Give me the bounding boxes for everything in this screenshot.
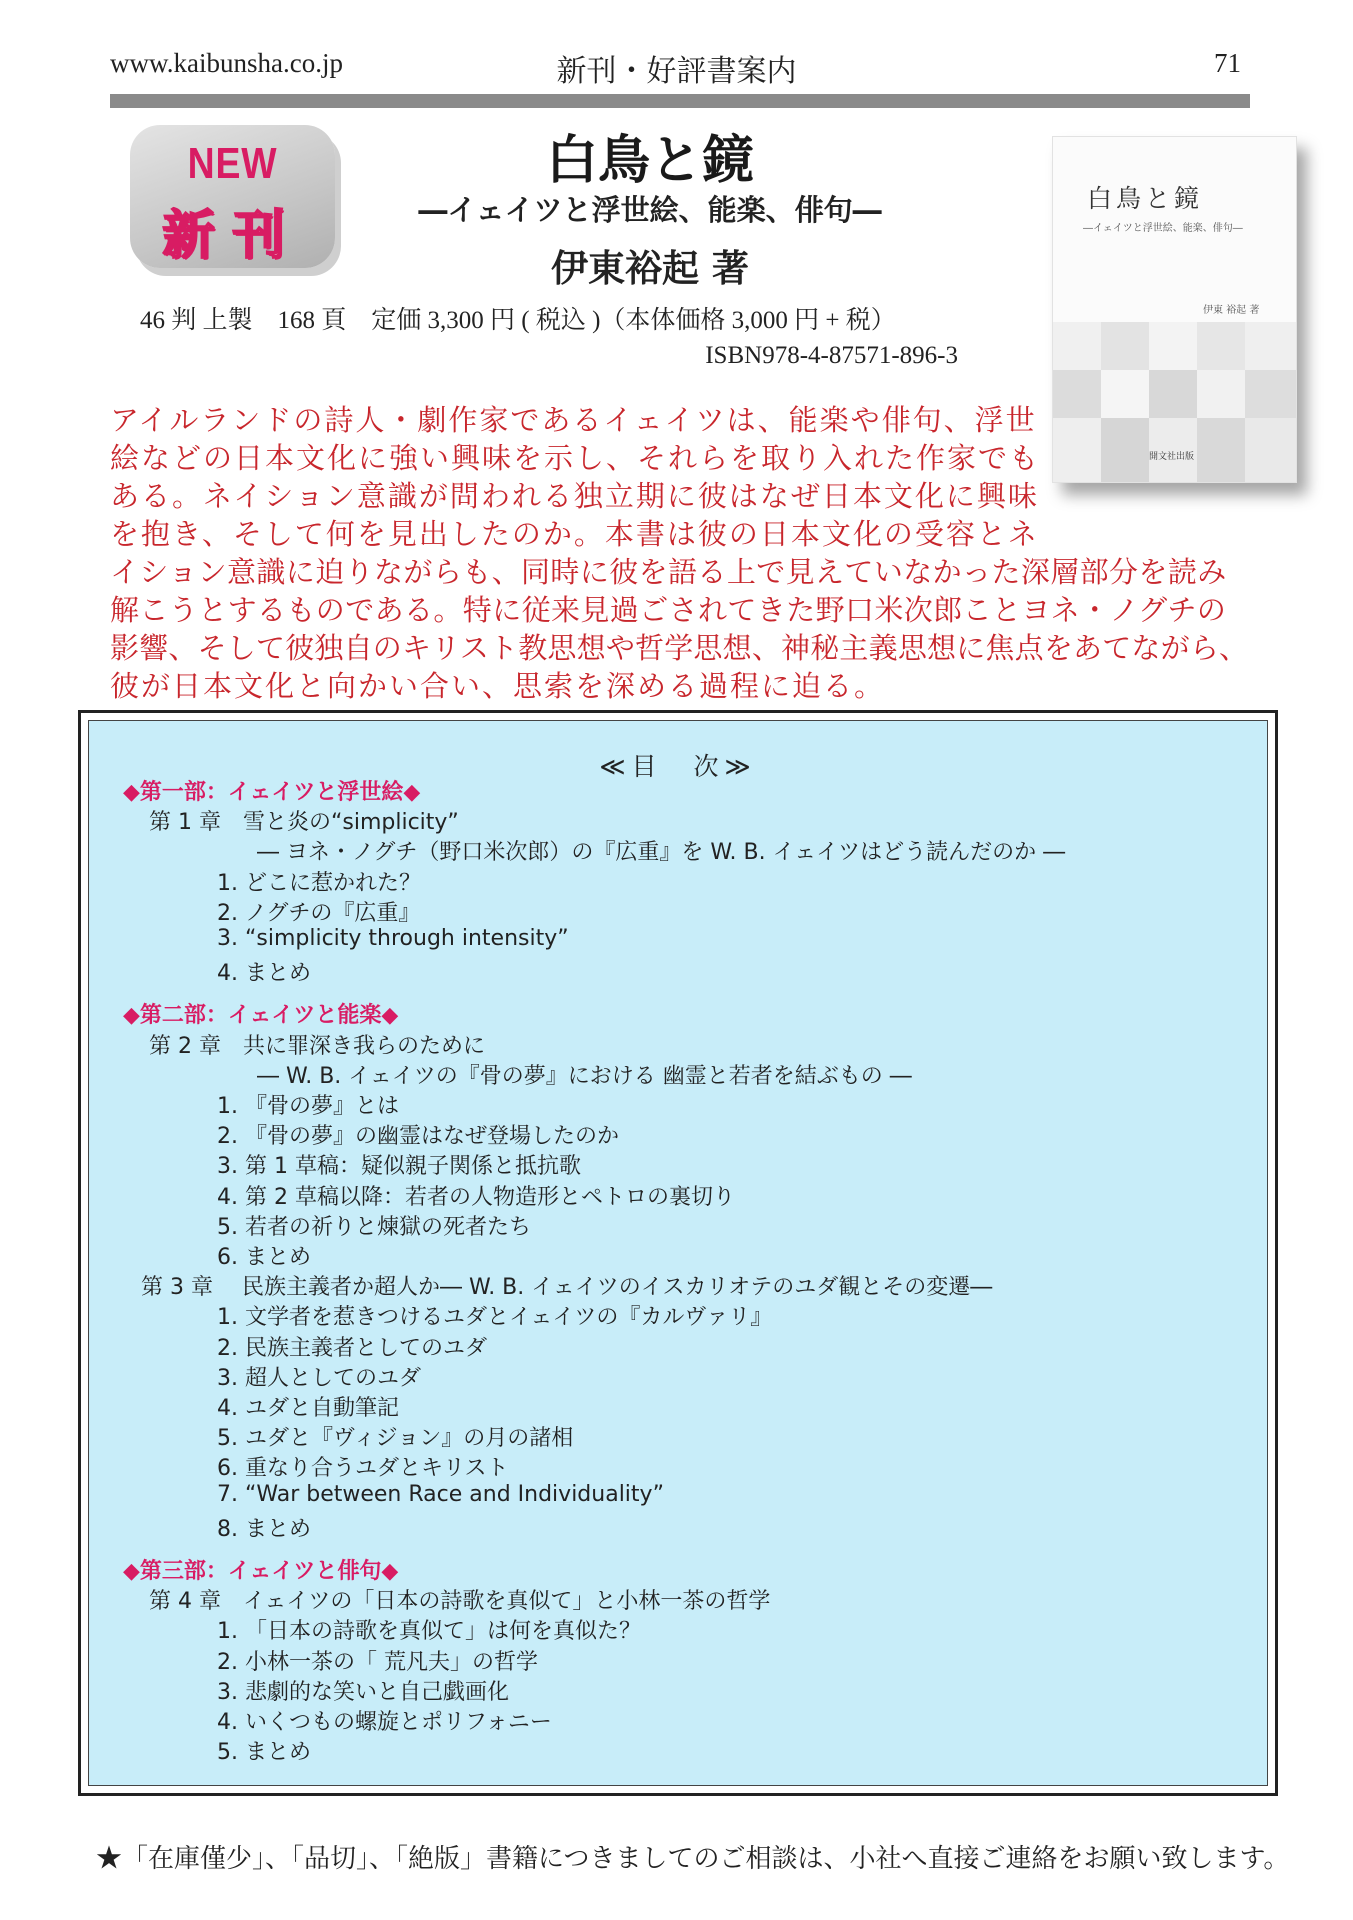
toc-item: 2. 小林一茶の「 荒凡夫」の哲学 xyxy=(217,1649,538,1675)
table-of-contents xyxy=(78,710,1278,1796)
toc-item: 6. まとめ xyxy=(217,1245,311,1270)
toc-chsub: ― W. B. イェイツの『骨の夢』における 幽霊と若者を結ぶもの ― xyxy=(257,1063,912,1089)
toc-item: 8. まとめ xyxy=(217,1516,311,1542)
description-line: 絵などの日本文化に強い興味を示し、それらを取り入れた作家でも xyxy=(110,441,1041,475)
toc-chapter: 第 1 章 雪と炎の“simplicity” xyxy=(149,810,459,836)
toc-item: 1. どこに惹かれた？ xyxy=(217,870,421,896)
description-line: 影響、そして彼独自のキリスト教思想や哲学思想、神秘主義思想に焦点をあてながら、 xyxy=(110,631,1249,665)
toc-item: 4. まとめ xyxy=(217,961,311,987)
book-author: 伊東裕起 著 xyxy=(551,247,749,290)
new-release-badge xyxy=(130,125,335,268)
toc-item: 1. 文学者を惹きつけるユダとイェイツの『カルヴァリ』 xyxy=(217,1305,773,1331)
toc-chapter: 第 4 章 イェイツの「日本の詩歌を真似て」と小林一茶の哲学 xyxy=(149,1589,771,1615)
footer-note: ★「在庫僅少」、「品切」、「絶版」書籍につきましてのご相談は、小社へ直接ご連絡をお願い致します。 xyxy=(96,1844,1290,1874)
toc-item: 3. “simplicity through intensity” xyxy=(217,926,569,951)
description-line: 彼が日本文化と向かい合い、思索を深める過程に迫る。 xyxy=(110,669,886,703)
toc-chsub: ― ヨネ・ノグチ（野口米次郎）の『広重』を W. B. イェイツはどう読んだのか ― xyxy=(257,840,1066,866)
toc-item: 3. 超人としてのユダ xyxy=(217,1365,421,1391)
toc-item: 3. 第 1 草稿：疑似親子関係と抵抗歌 xyxy=(217,1154,581,1180)
toc-item: 3. 悲劇的な笑いと自己戯画化 xyxy=(217,1679,509,1705)
cover-subtitle: ―イェイツと浮世絵、能楽、俳句― xyxy=(1083,223,1243,234)
toc-item: 2. ノグチの『広重』 xyxy=(217,900,421,926)
cover-title: 白鳥と鏡 xyxy=(1087,184,1204,213)
cover-author: 伊東 裕起 著 xyxy=(1203,305,1260,316)
toc-part: ◆第一部：イェイツと浮世絵◆ xyxy=(123,780,421,805)
toc-chapter: 第 2 章 共に罪深き我らのために xyxy=(149,1033,485,1059)
toc-item: 4. ユダと自動筆記 xyxy=(217,1396,399,1421)
toc-heading: ≪目 次≫ xyxy=(599,752,757,781)
toc-part: ◆第三部：イェイツと俳句◆ xyxy=(123,1559,399,1584)
cover-publisher: 開文社出版 xyxy=(1149,452,1195,462)
toc-item: 7. “War between Race and Individuality” xyxy=(217,1481,664,1507)
toc-chapter: 第 3 章 民族主義者か超人か― W. B. イェイツのイスカリオテのユダ観とその変遷― xyxy=(141,1275,993,1301)
description-line: イション意識に迫りながらも、同時に彼を語る上で見えていなかった深層部分を読み xyxy=(110,555,1227,589)
toc-item: 1. 「日本の詩歌を真似て」は何を真似た？ xyxy=(217,1619,641,1645)
badge-new-label: NEW xyxy=(187,139,278,188)
book-subtitle: ―イェイツと浮世絵、能楽、俳句― xyxy=(418,193,882,227)
description-line: ある。ネイション意識が問われる独立期に彼はなぜ日本文化に興味 xyxy=(110,479,1039,513)
toc-item: 5. まとめ xyxy=(217,1740,311,1766)
toc-part: ◆第二部：イェイツと能楽◆ xyxy=(123,1003,399,1029)
toc-item: 2. 民族主義者としてのユダ xyxy=(217,1335,487,1361)
description-line: を抱き、そして何を見出したのか。本書は彼の日本文化の受容とネ xyxy=(110,517,1039,551)
page-number: 71 xyxy=(1214,48,1241,78)
toc-item: 5. ユダと『ヴィジョン』の月の諸相 xyxy=(217,1426,574,1452)
badge-kanji-label: 新刊 xyxy=(162,206,303,266)
toc-item: 4. 第 2 草稿以降：若者の人物造形とペトロの裏切り xyxy=(217,1184,735,1210)
section-title: 新刊・好評書案内 xyxy=(556,54,797,89)
toc-item: 4. いくつもの螺旋とポリフォニー xyxy=(217,1710,552,1735)
description-line: 解こうとするものである。特に従来見過ごされてきた野口米次郎ことヨネ・ノグチの xyxy=(110,593,1227,627)
book-specs: 46 判 上製 168 頁 定価 3,300 円 ( 税込 )（本体価格 3,000 円 + 税） xyxy=(140,307,896,334)
description-line: アイルランドの詩人・劇作家であるイェイツは、能楽や俳句、浮世 xyxy=(110,403,1037,437)
book-isbn: ISBN978-4-87571-896-3 xyxy=(705,342,958,369)
header-rule xyxy=(110,94,1250,108)
book-title: 白鳥と鏡 xyxy=(545,131,754,191)
toc-item: 6. 重なり合うユダとキリスト xyxy=(217,1456,509,1482)
toc-item: 1. 『骨の夢』とは xyxy=(217,1094,399,1119)
toc-item: 5. 若者の祈りと煉獄の死者たち xyxy=(217,1214,531,1240)
book-cover-image xyxy=(1052,136,1297,483)
toc-item: 2. 『骨の夢』の幽霊はなぜ登場したのか xyxy=(217,1124,619,1150)
site-url: www.kaibunsha.co.jp xyxy=(110,48,343,78)
